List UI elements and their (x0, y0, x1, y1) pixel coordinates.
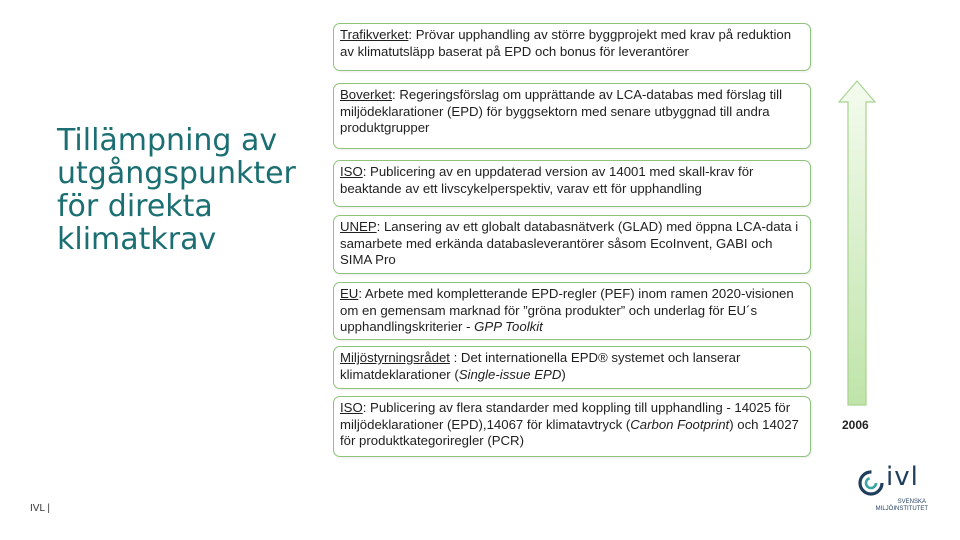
ivl-logo (858, 462, 938, 520)
logo-line2: MILJÖINSTITUTET (875, 506, 928, 512)
box-tail: ) och 14027 för produktkategoriregler (PCR) (340, 416, 799, 448)
org-name: ISO (340, 400, 363, 415)
box-italic: Carbon Footprint (630, 416, 730, 432)
timeline-box-miljostyrningsradet (333, 346, 811, 389)
timeline-arrow (838, 80, 876, 406)
org-name: EU (340, 286, 359, 301)
logo-word: ivl (886, 462, 919, 492)
timeline-box-eu (333, 282, 811, 340)
up-arrow-icon (838, 80, 876, 406)
ivl-swirl-icon (858, 468, 886, 498)
box-italic: Single-issue EPD (458, 366, 562, 382)
box-tail: ) (561, 366, 566, 382)
box-text: : Det internationella EPD® systemet och lanserar klimatdeklarationer ( (340, 350, 741, 382)
year-label: 2006 (842, 418, 869, 432)
box-text: : Publicering av en uppdaterad version av 14001 med skall-krav för beaktande av ett livscykelperspektiv, varav ett för upphandling (340, 164, 754, 196)
timeline-box-boverket (333, 83, 811, 149)
timeline-box-iso-14001 (333, 160, 811, 207)
box-text: : Prövar upphandling av större byggprojekt med krav på reduktion av klimatutsläpp baserat på EPD och bonus för leverantörer (340, 27, 792, 59)
box-text: : Regeringsförslag om upprättande av LCA-databas med förslag till miljödeklarationer (EPD) för byggsektorn med senare utbyggnad till andra produktgrupper (340, 87, 783, 135)
box-text: : Publicering av flera standarder med koppling till upphandling - 14025 för miljödeklarationer (EPD),14067 för klimatavtryck ( (340, 400, 791, 432)
org-name: Miljöstyrningsrådet (340, 350, 450, 365)
timeline-box-unep (333, 215, 811, 274)
logo-line1: SVENSKA (897, 499, 926, 505)
footer-label: IVL | (30, 503, 51, 514)
org-name: Trafikverket (340, 27, 409, 42)
timeline-box-trafikverket (333, 23, 811, 71)
box-text: : Lansering av ett globalt databasnätverk (GLAD) med öppna LCA-data i samarbete med erkända databasleverantörer såsom EcoInvent, GABI och SIMA Pro (340, 219, 799, 267)
box-italic: GPP Toolkit (474, 319, 543, 334)
org-name: Boverket (340, 87, 393, 102)
slide-title: Tillämpning av utgångspunkter för direkta klimatkrav (57, 123, 296, 257)
timeline-box-iso-14025 (333, 396, 811, 457)
box-text: : Arbete med kompletterande EPD-regler (PEF) inom ramen 2020-visionen om en gemensam marknad för ”gröna produkter” och underlag för EU´s upphandlingskriterier - (340, 286, 794, 334)
org-name: UNEP (340, 219, 377, 234)
org-name: ISO (340, 164, 363, 179)
